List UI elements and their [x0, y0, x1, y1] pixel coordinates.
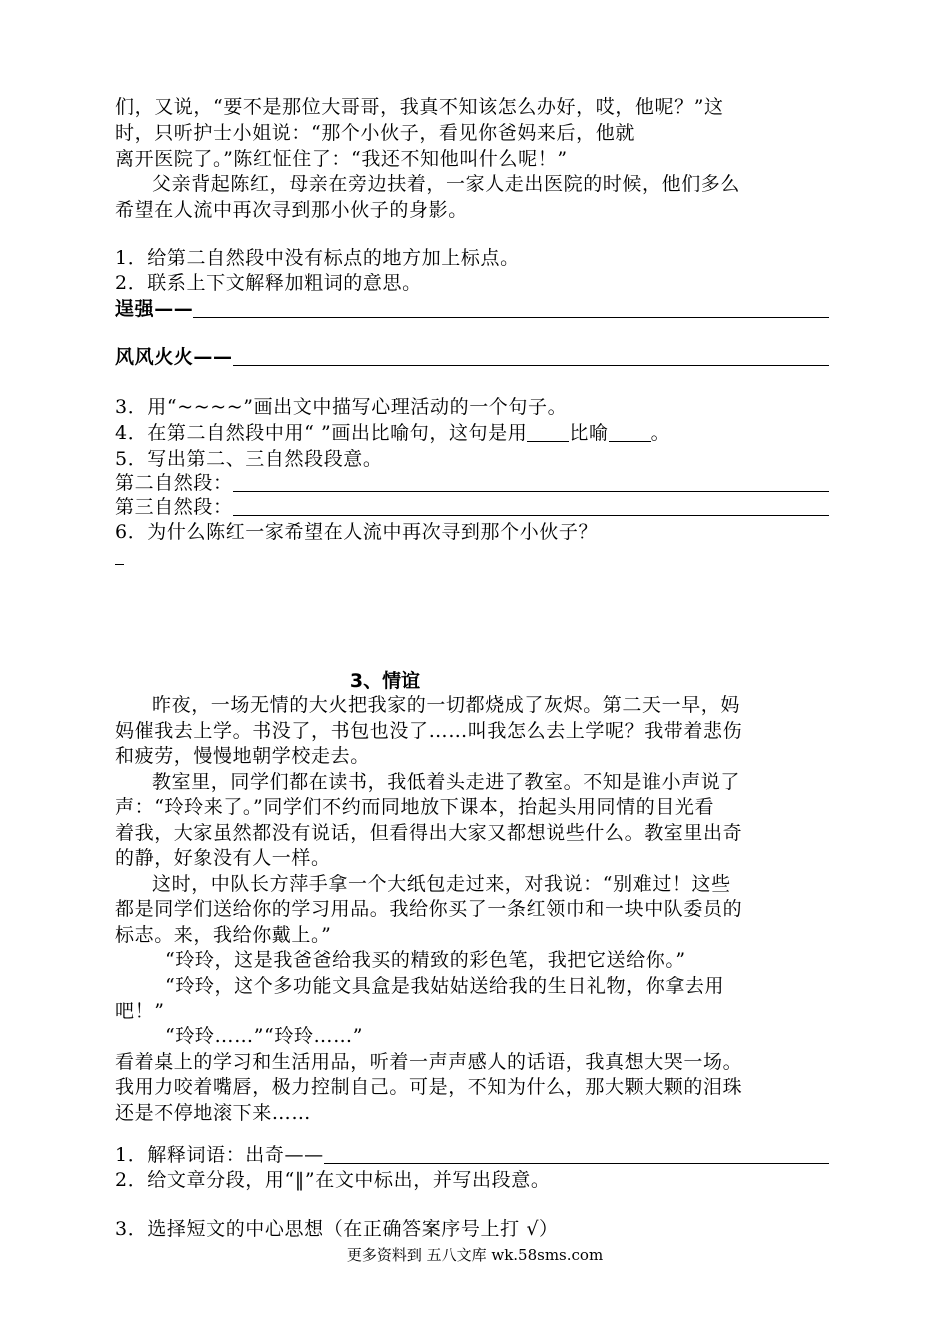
- answer-row-chuqi: [115, 1142, 829, 1168]
- bold-term-label: 风风火火——: [115, 346, 233, 368]
- answer-blank-line[interactable]: [233, 491, 829, 492]
- answer-blank-line[interactable]: [193, 317, 829, 318]
- passage3-line: 昨夜，一场无情的大火把我家的一切都烧成了灰烬。第二天一早，妈: [152, 694, 741, 716]
- question-4-mid: 比喻: [569, 422, 609, 444]
- passage3-line: 我用力咬着嘴唇，极力控制自己。可是，不知为什么，那大颗大颗的泪珠: [115, 1076, 743, 1098]
- answer-row-term2: [115, 344, 829, 370]
- passage3-line: 都是同学们送给你的学习用品。我给你买了一条红领巾和一块中队委员的: [115, 898, 743, 920]
- passage3-line: 标志。来，我给你戴上。”: [115, 924, 332, 946]
- question3-1: 1．解释词语：出奇——: [115, 1144, 324, 1166]
- passage2-line: 们，又说，“要不是那位大哥哥，我真不知该怎么办好，哎，他呢？”这: [115, 96, 724, 118]
- question-6: 6．为什么陈红一家希望在人流中再次寻到那个小伙子？: [115, 521, 599, 543]
- answer-blank[interactable]: [609, 422, 651, 442]
- passage3-line: 吧！”: [115, 1000, 165, 1022]
- passage3-line: 着我，大家虽然都没有说话，但看得出大家又都想说些什么。教室里出奇: [115, 822, 743, 844]
- question-4: [115, 420, 670, 446]
- passage2-line: 希望在人流中再次寻到那小伙子的身影。: [115, 199, 468, 221]
- para3-label: 第三自然段：: [115, 496, 233, 518]
- answer-row-para2: [115, 470, 829, 496]
- question-5: 5．写出第二、三自然段段意。: [115, 448, 383, 470]
- passage3-line: 声：“玲玲来了。”同学们不约而同地放下课本，抬起头用同情的目光看: [115, 796, 715, 818]
- passage3-line: 和疲劳，慢慢地朝学校走去。: [115, 745, 370, 767]
- para2-label: 第二自然段：: [115, 472, 233, 494]
- passage3-line: 看着桌上的学习和生活用品，听着一声声感人的话语，我真想大哭一场。: [115, 1051, 743, 1073]
- passage3-line: 的静，好象没有人一样。: [115, 847, 331, 869]
- question-3: 3．用“~~~~”画出文中描写心理活动的一个句子。: [115, 396, 568, 418]
- answer-blank-line[interactable]: [324, 1163, 829, 1164]
- passage2-line: 父亲背起陈红，母亲在旁边扶着，一家人走出医院的时候，他们多么: [152, 173, 741, 195]
- question-2: 2．联系上下文解释加粗词的意思。: [115, 272, 422, 294]
- answer-row-term1: [115, 296, 829, 322]
- passage3-title: 3、情谊: [349, 670, 421, 692]
- passage3-line: 教室里，同学们都在读书，我低着头走进了教室。不知是谁小声说了: [152, 771, 741, 793]
- question3-3: 3．选择短文的中心思想（在正确答案序号上打 √）: [115, 1218, 559, 1240]
- footer-text: 更多资料到 五八文库 wk.58sms.com: [346, 1246, 604, 1264]
- passage3-line: 这时，中队长方萍手拿一个大纸包走过来，对我说：“别难过！这些: [152, 873, 731, 895]
- passage3-line: “玲玲，这个多功能文具盒是我姑姑送给我的生日礼物，你拿去用: [165, 975, 725, 997]
- answer-blank[interactable]: [527, 422, 569, 442]
- passage3-line: “玲玲……”“玲玲……”: [165, 1025, 364, 1047]
- answer-blank-line[interactable]: [233, 515, 829, 516]
- passage3-line: 还是不停地滚下来……: [115, 1102, 312, 1124]
- passage2-line: 时，只听护士小姐说：“那个小伙子，看见你爸妈来后，他就: [115, 122, 635, 144]
- answer-blank-line[interactable]: [233, 365, 829, 366]
- passage2-line: 离开医院了。”陈红怔住了：“我还不知他叫什么呢！”: [115, 148, 568, 170]
- answer-stub-line[interactable]: [115, 564, 124, 565]
- question-4-text: 4．在第二自然段中用“ ”画出比喻句，这句是用: [115, 422, 528, 444]
- question3-2: 2．给文章分段，用“‖”在文中标出，并写出段意。: [115, 1169, 551, 1191]
- bold-term-label: 逞强——: [115, 298, 194, 320]
- passage3-line: 妈催我去上学。书没了，书包也没了……叫我怎么去上学呢？我带着悲伤: [115, 720, 743, 742]
- passage3-line: “玲玲，这是我爸爸给我买的精致的彩色笔，我把它送给你。”: [165, 949, 686, 971]
- answer-row-para3: [115, 494, 829, 520]
- question-1: 1．给第二自然段中没有标点的地方加上标点。: [115, 247, 520, 269]
- question-4-end: 。: [650, 422, 671, 444]
